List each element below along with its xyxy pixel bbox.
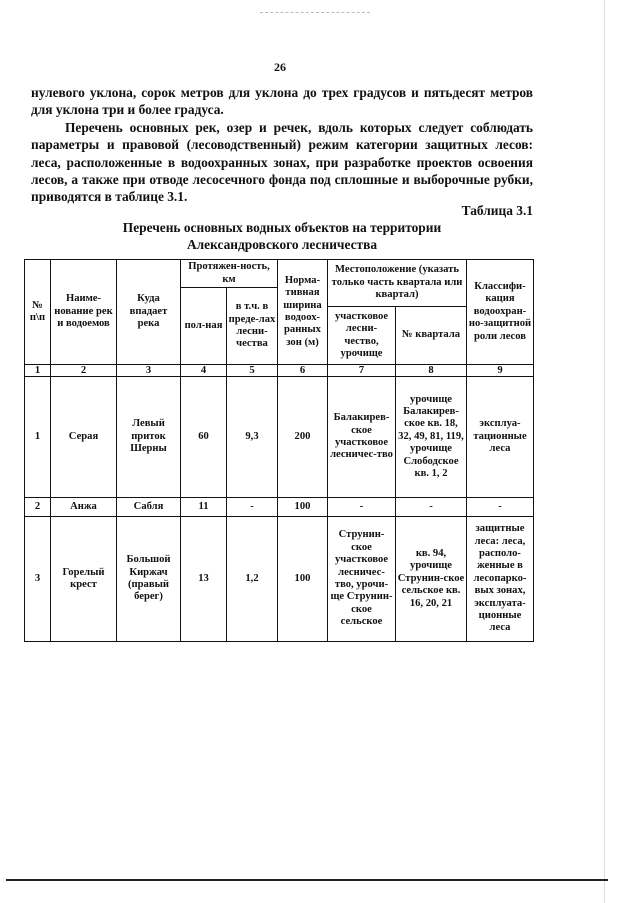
cell-quarter: - (396, 498, 467, 517)
cell-length-within: 9,3 (227, 377, 278, 498)
cell-num: 2 (25, 498, 51, 517)
header-into: Куда впадает река (117, 260, 181, 365)
cell-length-full: 60 (181, 377, 227, 498)
paragraph-1: нулевого уклона, сорок метров для уклона до трех градусов и пятьдесят метров для уклона три и более градуса. (31, 85, 533, 118)
header-classification: Классифи-кация водоохран-но-защитной роли лесов (467, 260, 534, 365)
table-label: Таблица 3.1 (461, 203, 533, 218)
cell-district: - (328, 498, 396, 517)
cell-width: 200 (278, 377, 328, 498)
scan-top-marks (260, 12, 370, 13)
cell-quarter: урочище Балакирев-ское кв. 18, 32, 49, 81, 119, урочище Слободское кв. 1, 2 (396, 377, 467, 498)
cell-name: Серая (51, 377, 117, 498)
cell-num: 1 (25, 377, 51, 498)
header-num: № п\п (25, 260, 51, 365)
cell-into: Сабля (117, 498, 181, 517)
column-number: 2 (51, 365, 117, 377)
cell-classification: - (467, 498, 534, 517)
cell-into: Левый приток Шерны (117, 377, 181, 498)
table-row (25, 377, 534, 498)
cell-district: Струнин-ское участковое лесничес-тво, урочи-ще Струнин-ское сельское (328, 517, 396, 642)
scan-bottom-line (6, 879, 608, 881)
cell-width: 100 (278, 517, 328, 642)
column-numbers-row (25, 365, 534, 377)
column-number: 1 (25, 365, 51, 377)
cell-length-full: 11 (181, 498, 227, 517)
cell-length-full: 13 (181, 517, 227, 642)
cell-district: Балакирев-ское участковое лесничес-тво (328, 377, 396, 498)
cell-name: Анжа (51, 498, 117, 517)
cell-classification: защитные леса: леса, располо-женные в лесопарко-вых зонах, эксплуата-ционные леса (467, 517, 534, 642)
column-number: 4 (181, 365, 227, 377)
cell-num: 3 (25, 517, 51, 642)
column-number: 8 (396, 365, 467, 377)
column-number: 3 (117, 365, 181, 377)
cell-into: Большой Киржач (правый берег) (117, 517, 181, 642)
table-title (31, 219, 533, 253)
cell-length-within: 1,2 (227, 517, 278, 642)
body-text (31, 84, 533, 206)
table-title-line-1: Перечень основных водных объектов на территории (122, 220, 442, 235)
column-number: 9 (467, 365, 534, 377)
header-location-quarter: № квартала (396, 307, 467, 365)
header-length-within: в т.ч. в преде-лах лесни-чества (227, 288, 278, 365)
scan-right-edge (604, 0, 605, 903)
header-length: Протяжен-ность, км (181, 260, 278, 288)
header-width: Норма-тивная ширина водоох-ранных зон (м) (278, 260, 328, 365)
table-row (25, 517, 534, 642)
page-number: 26 (274, 60, 286, 74)
column-number: 6 (278, 365, 328, 377)
column-number: 5 (227, 365, 278, 377)
cell-quarter: кв. 94, урочище Струнин-ское сельское кв. 16, 20, 21 (396, 517, 467, 642)
table-title-line-2: Александровского лесничества (186, 237, 378, 252)
column-number: 7 (328, 365, 396, 377)
cell-length-within: - (227, 498, 278, 517)
table-row (25, 498, 534, 517)
paragraph-2: Перечень основных рек, озер и речек, вдоль которых следует соблюдать параметры и правовой (лесоводственный) режим категории защитных лесов: леса, расположенные в водоохранных зонах, при разработке проектов освоения лесов, а также при отводе лесосечного фонда под сплошные и выборочные рубки, приводятся в таблице 3.1. (31, 119, 533, 205)
header-length-full: пол-ная (181, 288, 227, 365)
cell-name: Горелый крест (51, 517, 117, 642)
header-name: Наиме-нование рек и водоемов (51, 260, 117, 365)
header-location-district: участковое лесни-чество, урочище (328, 307, 396, 365)
water-bodies-table (24, 259, 534, 642)
header-location: Местоположение (указать только часть квартала или квартал) (328, 260, 467, 307)
cell-width: 100 (278, 498, 328, 517)
cell-classification: эксплуа-тационные леса (467, 377, 534, 498)
